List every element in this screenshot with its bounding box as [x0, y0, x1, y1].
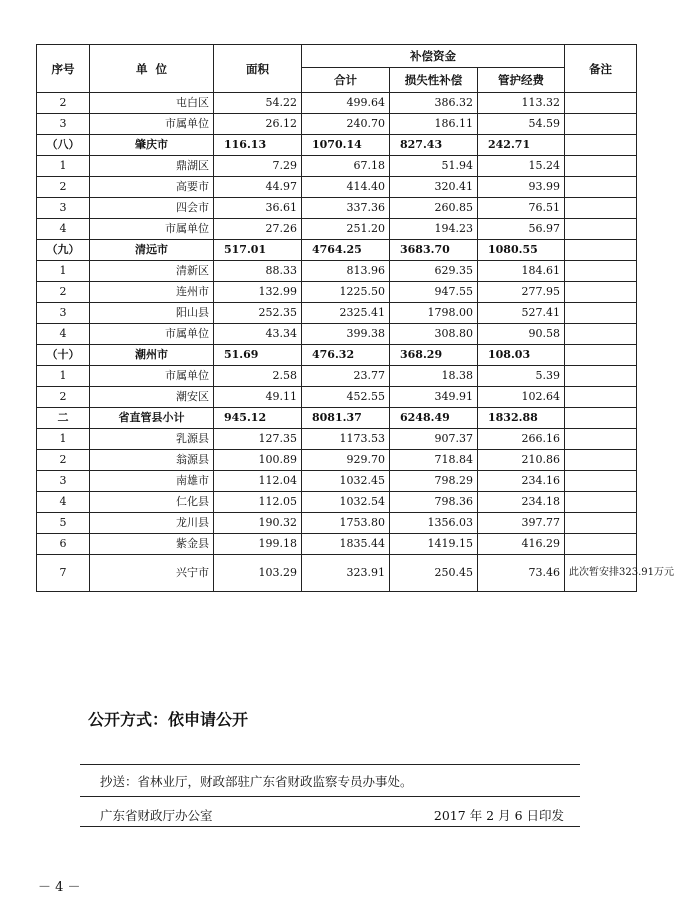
cell-seq: 2	[37, 450, 90, 471]
cell-loss: 798.29	[390, 471, 478, 492]
cell-seq: 4	[37, 219, 90, 240]
cell-unit: 南雄市	[90, 471, 214, 492]
cell-loss: 6248.49	[390, 408, 478, 429]
cell-manage: 397.77	[478, 513, 565, 534]
cell-unit: 肇庆市	[90, 135, 214, 156]
cell-area: 517.01	[214, 240, 302, 261]
cell-remarks: 此次暂安排323.91万元	[565, 555, 637, 592]
table-row	[37, 93, 637, 114]
cell-seq: （十）	[37, 345, 90, 366]
cell-unit: 市属单位	[90, 324, 214, 345]
cell-manage: 56.97	[478, 219, 565, 240]
cell-remarks	[565, 408, 637, 429]
cell-unit: 紫金县	[90, 534, 214, 555]
table-row	[37, 114, 637, 135]
cell-total: 813.96	[302, 261, 390, 282]
cell-area: 43.34	[214, 324, 302, 345]
cell-loss: 1419.15	[390, 534, 478, 555]
cell-remarks	[565, 156, 637, 177]
divider-bottom	[80, 826, 580, 827]
cell-seq: 3	[37, 471, 90, 492]
cell-manage: 1080.55	[478, 240, 565, 261]
cell-unit: 阳山县	[90, 303, 214, 324]
cell-total: 1173.53	[302, 429, 390, 450]
table-row	[37, 156, 637, 177]
cell-area: 116.13	[214, 135, 302, 156]
cell-manage: 416.29	[478, 534, 565, 555]
cell-manage: 266.16	[478, 429, 565, 450]
cell-manage: 73.46	[478, 555, 565, 592]
cell-seq: 2	[37, 282, 90, 303]
cell-manage: 234.18	[478, 492, 565, 513]
cell-area: 132.99	[214, 282, 302, 303]
cell-remarks	[565, 303, 637, 324]
cell-remarks	[565, 471, 637, 492]
disclosure-method: 公开方式：依申请公开	[88, 710, 249, 729]
issue-date: 2017 年 2 月 6 日印发	[433, 808, 564, 823]
cell-total: 1225.50	[302, 282, 390, 303]
cell-unit: 龙川县	[90, 513, 214, 534]
cell-unit: 市属单位	[90, 219, 214, 240]
cell-area: 103.29	[214, 555, 302, 592]
cell-loss: 1798.00	[390, 303, 478, 324]
table-body	[37, 93, 674, 592]
cell-unit: 乳源县	[90, 429, 214, 450]
cell-remarks	[565, 114, 637, 135]
table-row	[37, 261, 637, 282]
table-row	[37, 429, 637, 450]
cell-area: 190.32	[214, 513, 302, 534]
cell-remarks	[565, 240, 637, 261]
cell-manage: 1832.88	[478, 408, 565, 429]
cell-total: 67.18	[302, 156, 390, 177]
cell-remarks	[565, 282, 637, 303]
cell-loss: 186.11	[390, 114, 478, 135]
cell-remarks	[565, 135, 637, 156]
cell-loss: 260.85	[390, 198, 478, 219]
cell-loss: 368.29	[390, 345, 478, 366]
page-number: － 4 －	[38, 880, 81, 895]
table-row	[37, 345, 637, 366]
header-total: 合计	[302, 68, 390, 93]
compensation-funds-table	[36, 44, 674, 592]
table-row	[37, 135, 637, 156]
cell-remarks	[565, 492, 637, 513]
cell-area: 945.12	[214, 408, 302, 429]
cell-seq: 二	[37, 408, 90, 429]
cell-manage: 76.51	[478, 198, 565, 219]
header-loss: 损失性补偿	[390, 68, 478, 93]
cell-unit: 市属单位	[90, 114, 214, 135]
cell-area: 26.12	[214, 114, 302, 135]
table-row	[37, 366, 637, 387]
cell-loss: 1356.03	[390, 513, 478, 534]
cell-unit: 清新区	[90, 261, 214, 282]
cell-loss: 798.36	[390, 492, 478, 513]
cell-manage: 113.32	[478, 93, 565, 114]
cell-total: 4764.25	[302, 240, 390, 261]
cell-manage: 210.86	[478, 450, 565, 471]
header-remarks: 备注	[565, 45, 637, 93]
cell-remarks	[565, 534, 637, 555]
cell-loss: 51.94	[390, 156, 478, 177]
cell-total: 499.64	[302, 93, 390, 114]
cell-seq: 1	[37, 156, 90, 177]
cell-area: 7.29	[214, 156, 302, 177]
cell-remarks	[565, 513, 637, 534]
cell-remarks	[565, 324, 637, 345]
cc-list: 抄送：省林业厅，财政部驻广东省财政监察专员办事处。	[100, 774, 413, 789]
cell-loss: 349.91	[390, 387, 478, 408]
cell-unit: 潮安区	[90, 387, 214, 408]
cell-seq: 1	[37, 261, 90, 282]
cell-seq: 2	[37, 93, 90, 114]
cell-remarks	[565, 219, 637, 240]
cell-unit: 市属单位	[90, 366, 214, 387]
cell-manage: 184.61	[478, 261, 565, 282]
cell-unit: 省直管县小计	[90, 408, 214, 429]
cell-total: 240.70	[302, 114, 390, 135]
table-row	[37, 534, 637, 555]
table-row	[37, 324, 637, 345]
cell-manage: 242.71	[478, 135, 565, 156]
cell-unit: 鼎湖区	[90, 156, 214, 177]
table-row	[37, 240, 637, 261]
cell-remarks	[565, 177, 637, 198]
cell-unit: 屯白区	[90, 93, 214, 114]
cell-total: 23.77	[302, 366, 390, 387]
cell-remarks	[565, 345, 637, 366]
header-area: 面积	[214, 45, 302, 93]
cell-total: 452.55	[302, 387, 390, 408]
cell-seq: 1	[37, 429, 90, 450]
cell-area: 88.33	[214, 261, 302, 282]
cell-seq: （八）	[37, 135, 90, 156]
cell-unit: 仁化县	[90, 492, 214, 513]
cell-remarks	[565, 387, 637, 408]
cell-seq: 5	[37, 513, 90, 534]
cell-area: 127.35	[214, 429, 302, 450]
cell-loss: 18.38	[390, 366, 478, 387]
cell-area: 112.04	[214, 471, 302, 492]
cell-remarks	[565, 261, 637, 282]
cell-seq: 4	[37, 492, 90, 513]
cell-loss: 194.23	[390, 219, 478, 240]
cell-seq: 3	[37, 198, 90, 219]
cell-total: 414.40	[302, 177, 390, 198]
cell-total: 929.70	[302, 450, 390, 471]
cell-seq: 7	[37, 555, 90, 592]
cell-manage: 90.58	[478, 324, 565, 345]
table-row	[37, 303, 637, 324]
cell-area: 199.18	[214, 534, 302, 555]
table-row	[37, 555, 637, 592]
header-seq: 序号	[37, 45, 90, 93]
cell-area: 54.22	[214, 93, 302, 114]
cell-total: 1070.14	[302, 135, 390, 156]
cell-manage: 108.03	[478, 345, 565, 366]
cell-unit: 潮州市	[90, 345, 214, 366]
cell-manage: 527.41	[478, 303, 565, 324]
cell-seq: 2	[37, 387, 90, 408]
cell-unit: 连州市	[90, 282, 214, 303]
cell-unit: 兴宁市	[90, 555, 214, 592]
table-row	[37, 387, 637, 408]
cell-loss: 827.43	[390, 135, 478, 156]
cell-area: 252.35	[214, 303, 302, 324]
cell-unit: 翁源县	[90, 450, 214, 471]
cell-total: 2325.41	[302, 303, 390, 324]
table-row	[37, 198, 637, 219]
table-row	[37, 513, 637, 534]
issuer: 广东省财政厅办公室	[100, 808, 213, 823]
cell-area: 51.69	[214, 345, 302, 366]
cell-loss: 308.80	[390, 324, 478, 345]
cell-area: 100.89	[214, 450, 302, 471]
cell-remarks	[565, 366, 637, 387]
cell-total: 1032.54	[302, 492, 390, 513]
cell-seq: 6	[37, 534, 90, 555]
cell-total: 476.32	[302, 345, 390, 366]
cell-seq: （九）	[37, 240, 90, 261]
cell-manage: 15.24	[478, 156, 565, 177]
header-unit: 单 位	[90, 45, 214, 93]
cell-total: 1032.45	[302, 471, 390, 492]
table-row	[37, 492, 637, 513]
divider-top	[80, 764, 580, 765]
cell-loss: 3683.70	[390, 240, 478, 261]
cell-loss: 320.41	[390, 177, 478, 198]
divider-middle	[80, 796, 580, 797]
cell-area: 112.05	[214, 492, 302, 513]
cell-manage: 102.64	[478, 387, 565, 408]
cell-loss: 386.32	[390, 93, 478, 114]
header-funds: 补偿资金	[302, 45, 565, 68]
cell-unit: 四会市	[90, 198, 214, 219]
cell-total: 251.20	[302, 219, 390, 240]
cell-loss: 718.84	[390, 450, 478, 471]
cell-seq: 2	[37, 177, 90, 198]
cell-manage: 93.99	[478, 177, 565, 198]
cell-manage: 234.16	[478, 471, 565, 492]
cell-manage: 54.59	[478, 114, 565, 135]
table-row	[37, 408, 637, 429]
cell-loss: 907.37	[390, 429, 478, 450]
cell-unit: 清远市	[90, 240, 214, 261]
cell-remarks	[565, 429, 637, 450]
cell-seq: 3	[37, 114, 90, 135]
cell-total: 1835.44	[302, 534, 390, 555]
table-row	[37, 219, 637, 240]
cell-total: 323.91	[302, 555, 390, 592]
cell-total: 399.38	[302, 324, 390, 345]
cell-area: 2.58	[214, 366, 302, 387]
table-row	[37, 177, 637, 198]
cell-seq: 4	[37, 324, 90, 345]
cell-total: 8081.37	[302, 408, 390, 429]
cell-loss: 947.55	[390, 282, 478, 303]
header-manage: 管护经费	[478, 68, 565, 93]
cell-area: 49.11	[214, 387, 302, 408]
cell-manage: 5.39	[478, 366, 565, 387]
table-row	[37, 450, 637, 471]
cell-remarks	[565, 198, 637, 219]
table-row	[37, 282, 637, 303]
cell-area: 27.26	[214, 219, 302, 240]
cell-total: 1753.80	[302, 513, 390, 534]
cell-loss: 629.35	[390, 261, 478, 282]
cell-seq: 3	[37, 303, 90, 324]
cell-seq: 1	[37, 366, 90, 387]
table-row	[37, 471, 637, 492]
cell-area: 36.61	[214, 198, 302, 219]
cell-area: 44.97	[214, 177, 302, 198]
cell-manage: 277.95	[478, 282, 565, 303]
cell-unit: 高要市	[90, 177, 214, 198]
cell-remarks	[565, 450, 637, 471]
cell-loss: 250.45	[390, 555, 478, 592]
cell-total: 337.36	[302, 198, 390, 219]
cell-remarks	[565, 93, 637, 114]
